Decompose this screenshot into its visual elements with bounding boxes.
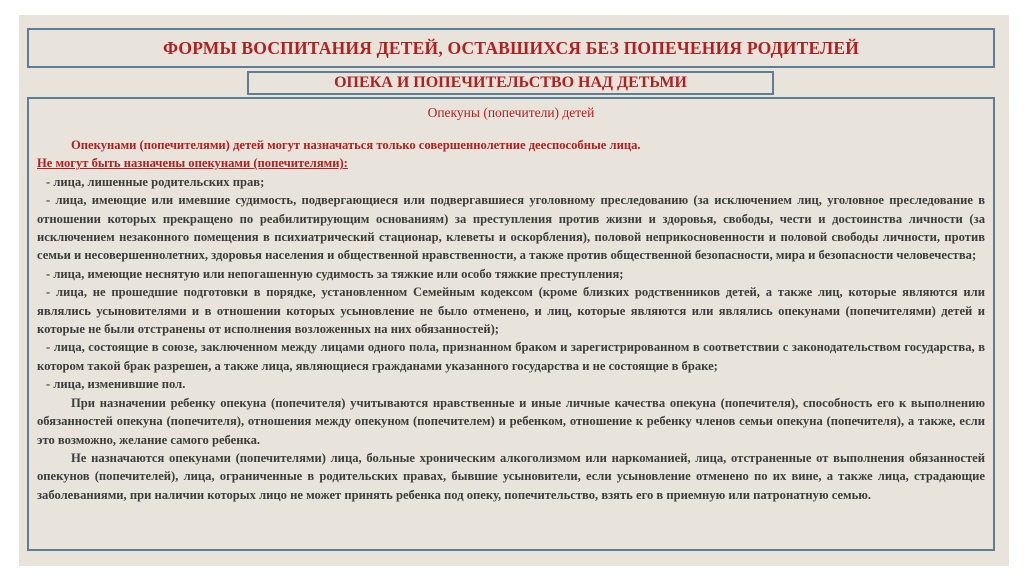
subtitle-box bbox=[247, 71, 774, 95]
list-item: - лица, имеющие или имевшие судимость, подвергающиеся или подвергавшиеся уголовному преследованию (за исключением лиц, уголовное преследование в отношении которых прекращено по реабилитирующим основаниям) за преступления против жизни и здоровья, свободы, чести и достоинства личности (за исключением незаконного помещения в психиатрический стационар, клеветы и оскорбления), половой неприкосновенности и половой свободы личности, против семьи и несовершеннолетних, здоровья населения и общественной нравственности, а также против общественной безопасности, мира и безопасности человечества; bbox=[37, 193, 985, 263]
section-heading: Опекуны (попечители) детей bbox=[427, 105, 595, 120]
list-item: - лица, лишенные родительских прав; bbox=[46, 174, 265, 189]
page-subtitle: ОПЕКА И ПОПЕЧИТЕЛЬСТВО НАД ДЕТЬМИ bbox=[334, 74, 687, 91]
paragraph: Не назначаются опекунами (попечителями) лица, больные хроническим алкоголизмом или наркоманией, лица, отстраненные от выполнения обязанностей опекунов (попечителей), лица, ограниченные в родительских правах, бывшие усыновители, если усыновление отменено по их вине, а также лица, страдающие заболеваниями, при наличии которых лицо не может принять ребенка под опеку, попечительство, взять его в приемную или патронатную семью. bbox=[37, 450, 985, 502]
content-box bbox=[27, 97, 995, 551]
list-item: - лица, состоящие в союзе, заключенном между лицами одного пола, признанном браком и зарегистрированном в соответствии с законодательством государства, в котором такой брак разрешен, а также лица, являющиеся гражданами указанного государства и не состоящие в браке; bbox=[37, 340, 985, 373]
list-heading: Не могут быть назначены опекунами (попечителями): bbox=[37, 156, 348, 171]
intro-text: Опекунами (попечителями) детей могут назначаться только совершеннолетние дееспособные лица. bbox=[71, 138, 641, 152]
paragraph: При назначении ребенку опекуна (попечителя) учитываются нравственные и иные личные качества опекуна (попечителя), способность его к выполнению обязанностей опекуна (попечителя), отношения между опекуном (попечителем) и ребенком, отношение к ребенку членов семьи опекуна (попечителя), а также, если это возможно, желание самого ребенка. bbox=[37, 395, 985, 447]
title-box bbox=[27, 28, 995, 68]
list-item: - лица, не прошедшие подготовки в порядке, установленном Семейным кодексом (кроме близких родственников детей, а также лиц, которые являются или являлись усыновителями и в отношении которых усыновление не было отменено, и лиц, которые являются или являлись опекунами (попечителями) детей и которые не были отстранены от исполнения возложенных на них обязанностей); bbox=[37, 285, 985, 337]
list-item: - лица, изменившие пол. bbox=[46, 377, 186, 392]
list-item: - лица, имеющие неснятую или непогашенную судимость за тяжкие или особо тяжкие преступления; bbox=[46, 266, 624, 281]
page-title: ФОРМЫ ВОСПИТАНИЯ ДЕТЕЙ, ОСТАВШИХСЯ БЕЗ ПОПЕЧЕНИЯ РОДИТЕЛЕЙ bbox=[162, 37, 860, 58]
